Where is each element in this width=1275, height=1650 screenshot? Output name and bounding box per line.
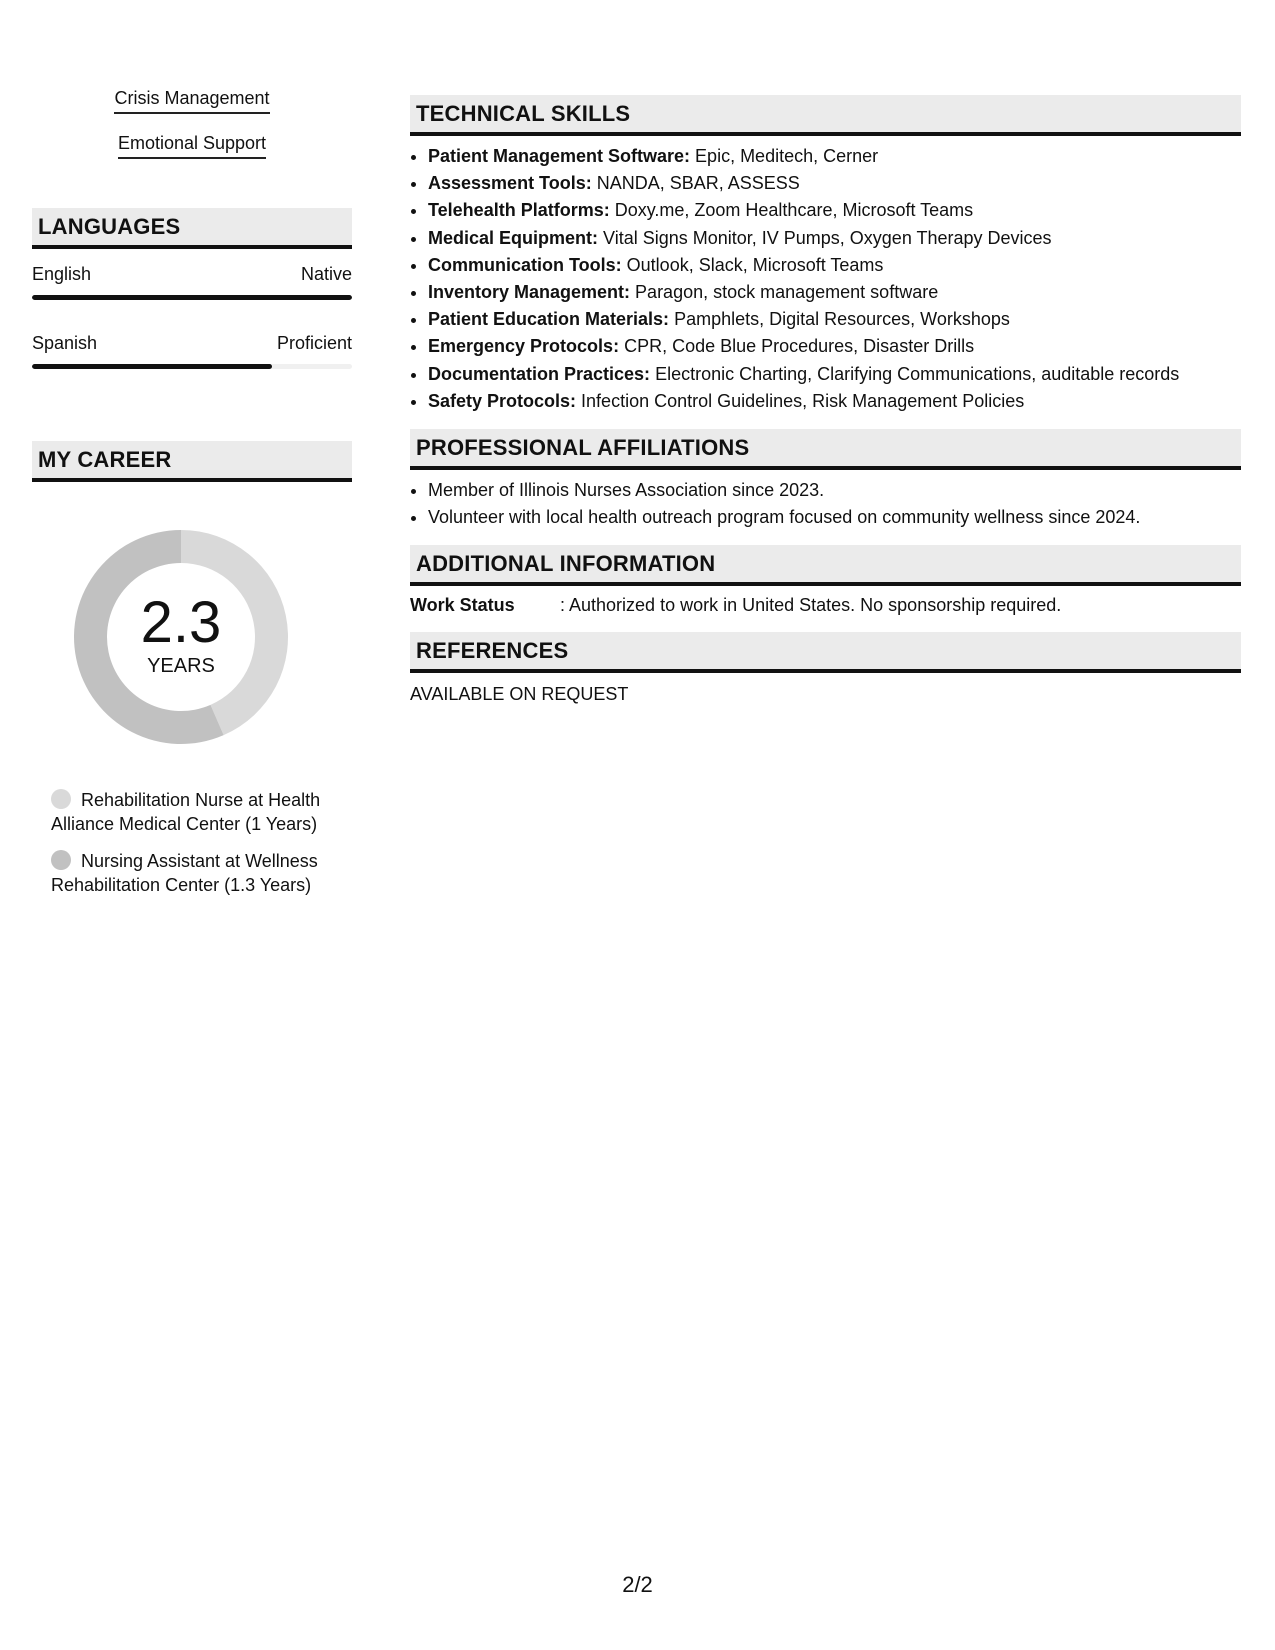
languages-heading: LANGUAGES (32, 208, 352, 249)
technical-skill-value: NANDA, SBAR, ASSESS (591, 173, 800, 194)
career-section (32, 441, 352, 897)
left-column (32, 86, 352, 910)
technical-skill-label: Telehealth Platforms: (428, 200, 610, 221)
technical-skill-value: Infection Control Guidelines, Risk Management Policies (576, 390, 1025, 411)
affiliations-heading: PROFESSIONAL AFFILIATIONS (410, 429, 1241, 470)
technical-skill-label: Assessment Tools: (428, 173, 592, 194)
work-status-value: : Authorized to work in United States. No sponsorship required. (560, 595, 1062, 616)
technical-skill-value: Electronic Charting, Clarifying Communications, auditable records (650, 363, 1180, 384)
career-donut (66, 522, 296, 752)
technical-skill-item (428, 252, 1241, 279)
technical-skills-section (410, 95, 1241, 415)
technical-skill-label: Inventory Management: (428, 282, 631, 303)
technical-skill-label: Communication Tools: (428, 254, 622, 275)
technical-skill-value: Doxy.me, Zoom Healthcare, Microsoft Teams (609, 200, 974, 221)
technical-skill-item (428, 279, 1241, 306)
affiliation-item: • Volunteer with local health outreach program focused on community wellness since 2024. (428, 504, 1241, 531)
career-legend-item (51, 849, 331, 897)
language-bar (32, 295, 352, 300)
technical-skill-label: Medical Equipment: (428, 227, 599, 248)
language-bar (32, 364, 352, 369)
affiliations-list (410, 477, 1241, 531)
technical-skill-item (428, 143, 1241, 170)
references-section (410, 632, 1241, 707)
technical-skill-label: Patient Management Software: (428, 146, 691, 166)
right-column (410, 95, 1241, 707)
technical-skill-label: Safety Protocols: (428, 390, 577, 411)
technical-skill-value: Pamphlets, Digital Resources, Workshops (669, 309, 1010, 330)
language-item (32, 261, 352, 300)
technical-skill-item (428, 170, 1241, 197)
language-level: Native (300, 264, 352, 284)
technical-skill-item (428, 388, 1241, 415)
language-name: Spanish (32, 333, 98, 353)
technical-skill-label: Emergency Protocols: (428, 336, 620, 357)
additional-info-heading: ADDITIONAL INFORMATION (410, 545, 1241, 586)
skill-tags (32, 86, 352, 176)
technical-skill-item (428, 333, 1241, 360)
affiliation-item: • Member of Illinois Nurses Association since 2023. (428, 477, 1241, 504)
career-legend-item (51, 788, 331, 836)
legend-label: Nursing Assistant at Wellness Rehabilitation Center (1.3 Years) (51, 851, 318, 895)
technical-skill-item (428, 197, 1241, 224)
legend-dot (51, 850, 71, 870)
career-legend (32, 788, 331, 897)
legend-label: Rehabilitation Nurse at Health Alliance Medical Center (1 Years) (51, 790, 321, 834)
technical-skill-item (428, 225, 1241, 252)
technical-skill-item (428, 361, 1241, 388)
technical-skills-list (410, 143, 1241, 415)
technical-skills-heading: TECHNICAL SKILLS (410, 95, 1241, 136)
technical-skill-item (428, 306, 1241, 333)
language-bar-fill (32, 364, 272, 369)
legend-dot (51, 789, 71, 809)
donut-center (66, 592, 296, 678)
additional-info-section (410, 545, 1241, 618)
technical-skill-value: CPR, Code Blue Procedures, Disaster Drills (619, 336, 975, 357)
affiliations-section (410, 429, 1241, 531)
skill-tag: Emotional Support (118, 131, 266, 159)
language-name: English (32, 264, 92, 284)
page-number: 2/2 (622, 1572, 653, 1597)
references-text: AVAILABLE ON REQUEST (410, 684, 629, 705)
languages-section (32, 208, 352, 369)
technical-skill-label: Patient Education Materials: (428, 309, 670, 330)
skill-tag: Crisis Management (114, 86, 269, 114)
technical-skill-label: Documentation Practices: (428, 363, 651, 384)
work-status-row (410, 592, 1241, 618)
work-status-label: Work Status (410, 595, 515, 616)
language-item (32, 330, 352, 369)
language-bar-fill (32, 295, 352, 300)
career-years-unit: YEARS (147, 655, 215, 677)
technical-skill-value: Epic, Meditech, Cerner (690, 146, 879, 166)
technical-skill-value: Vital Signs Monitor, IV Pumps, Oxygen Therapy Devices (598, 227, 1052, 248)
references-heading: REFERENCES (410, 632, 1241, 673)
career-heading: MY CAREER (32, 441, 352, 482)
career-total-years: 2.3 (140, 590, 222, 655)
technical-skill-value: Outlook, Slack, Microsoft Teams (621, 254, 884, 275)
technical-skill-value: Paragon, stock management software (630, 282, 939, 303)
language-level: Proficient (276, 333, 352, 353)
